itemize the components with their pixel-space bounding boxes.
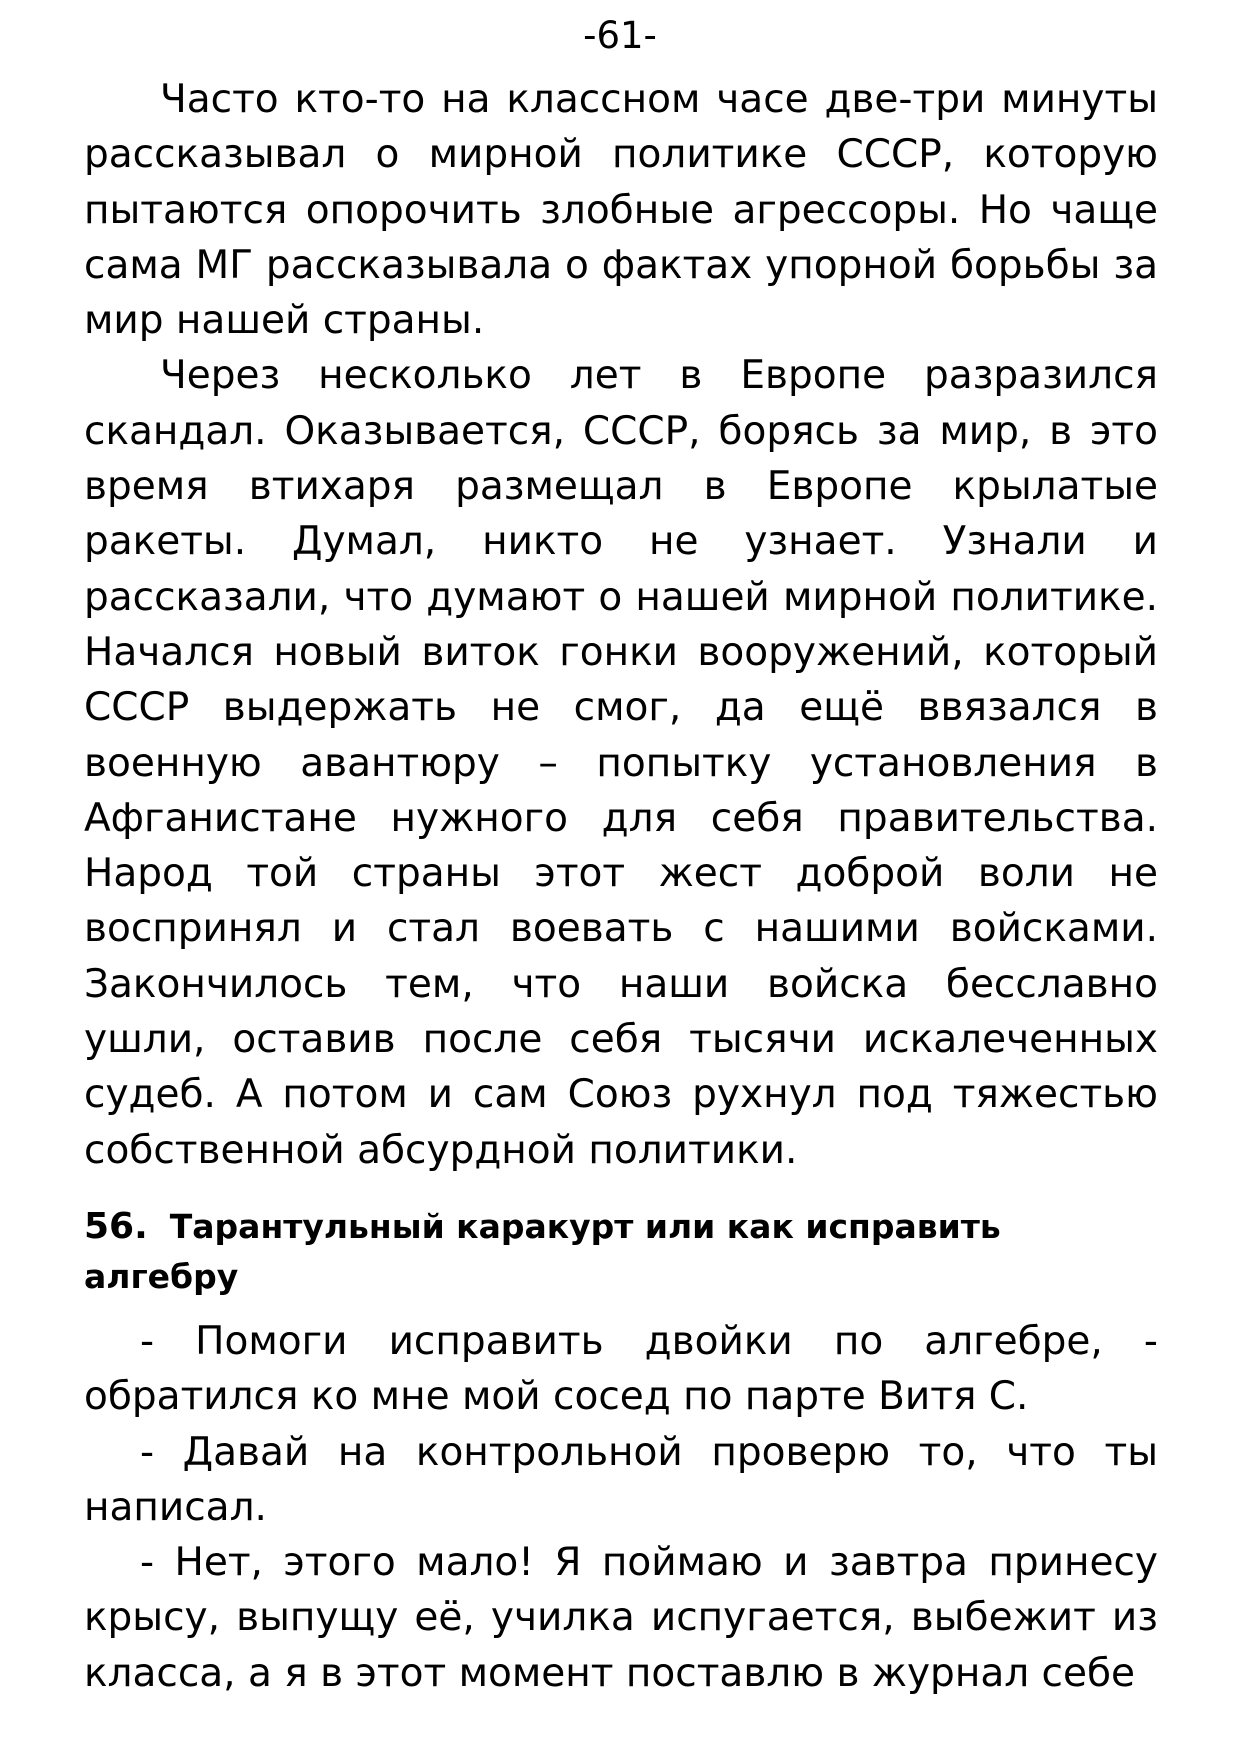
page-number: -61- — [583, 14, 657, 57]
page-content — [84, 72, 1158, 1701]
paragraph: Через несколько лет в Европе разразился скандал. Оказывается, СССР, борясь за мир, в это время втихаря размещал в Европе крылатые ракеты. Думал, никто не узнает. Узнали и рассказали, что думают о нашей мирной политике. Начался новый виток гонки вооружений, который СССР выдержать не смог, да ещё ввязался в военную авантюру – попытку установления в Афганистане нужного для себя правительства. Народ той страны этот жест доброй воли не воспринял и стал воевать с нашими войсками. Закончилось тем, что наши войска бесславно ушли, оставив после себя тысячи искалеченных судеб. А потом и сам Союз рухнул под тяжестью собственной абсурдной политики. — [84, 353, 1158, 1173]
dialogue-line: - Давай на контрольной проверю то, что ты написал. — [84, 1429, 1158, 1530]
section-heading — [84, 1202, 1158, 1302]
section-number: 56. — [84, 1205, 148, 1247]
dialogue-line: - Помоги исправить двойки по алгебре, - обратился ко мне мой сосед по парте Витя С. — [84, 1318, 1158, 1420]
dialogue-line: - Нет, этого мало! Я поймаю и завтра принесу крысу, выпущу её, училка испугается, выбежит из класса, а я в этот момент поставлю в журнал себе — [84, 1540, 1158, 1696]
paragraph: Часто кто-то на классном часе две-три минуты рассказывал о мирной политике СССР, которую пытаются опорочить злобные агрессоры. Но чаще сама МГ рассказывала о фактах упорной борьбы за мир нашей страны. — [84, 77, 1158, 344]
section-title: Тарантульный каракурт или как исправить алгебру — [84, 1206, 1001, 1296]
